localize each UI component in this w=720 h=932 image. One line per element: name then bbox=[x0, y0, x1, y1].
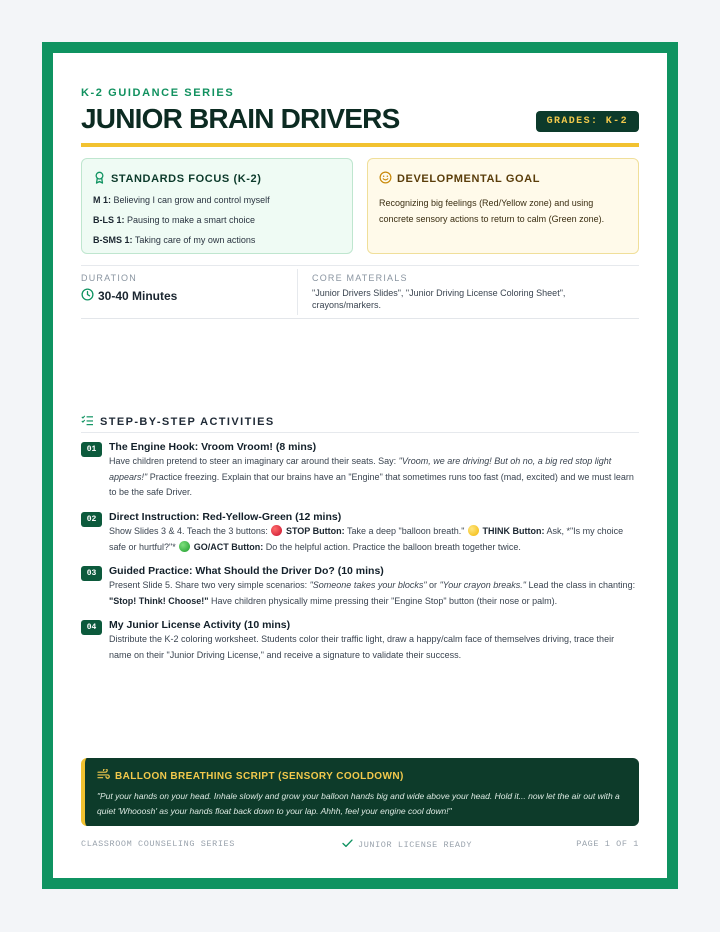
step-description: Have children pretend to steer an imaginary car around their seats. Say: "Vroom, we are driving! But oh no, a big red stop light appears!" Practice freezing. Explain that our brains have an "Engine" that sometimes runs too fast (mad, excited) and we must learn to be the safe Driver. bbox=[109, 456, 634, 497]
standards-heading: STANDARDS FOCUS (K-2) bbox=[93, 171, 341, 187]
step-title: Direct Instruction: Red-Yellow-Green (12 mins) bbox=[109, 511, 342, 523]
yellow-light-icon bbox=[468, 525, 479, 536]
check-icon bbox=[342, 839, 353, 851]
duration-value: 30-40 Minutes bbox=[81, 288, 177, 304]
step-number: 02 bbox=[81, 512, 102, 527]
step-title: My Junior License Activity (10 mins) bbox=[109, 619, 291, 631]
step-description: Present Slide 5. Share two very simple scenarios: "Someone takes your blocks" or "Your crayon breaks." Lead the class in chanting: "Stop! Think! Choose!" Have children physically mime pressing their "Engine Stop" button (their nose or palm). bbox=[109, 580, 636, 606]
wind-icon bbox=[97, 769, 110, 783]
steps-rule bbox=[81, 432, 639, 433]
checklist-icon bbox=[81, 415, 94, 429]
meta-column-divider bbox=[297, 269, 298, 315]
grades-badge: GRADES: K-2 bbox=[536, 111, 639, 132]
breathing-heading: BALLOON BREATHING SCRIPT (SENSORY COOLDOWN) bbox=[97, 769, 627, 783]
materials-label: CORE MATERIALS bbox=[312, 273, 408, 283]
title-rule bbox=[81, 143, 639, 147]
footer-status: JUNIOR LICENSE READY bbox=[342, 839, 472, 851]
clock-icon bbox=[81, 288, 94, 304]
meta-divider bbox=[81, 318, 639, 319]
page-footer bbox=[81, 839, 639, 851]
duration-label: DURATION bbox=[81, 273, 137, 283]
page-frame bbox=[42, 42, 678, 889]
step-description: Show Slides 3 & 4. Teach the 3 buttons: STOP Button: Take a deep "balloon breath." THINK Button: Ask, *"Is my choice safe or hurtful?"* GO/ACT Button: Do the helpful action. Practice the balloon breath together twice. bbox=[109, 526, 624, 552]
goal-text: Recognizing big feelings (Red/Yellow zone) and using concrete sensory actions to return to calm (Green zone). bbox=[379, 198, 605, 224]
step-title: The Engine Hook: Vroom Vroom! (8 mins) bbox=[109, 441, 317, 453]
standards-card bbox=[81, 158, 353, 254]
goal-card bbox=[367, 158, 639, 254]
standard-item: B-LS 1: Pausing to make a smart choice bbox=[93, 215, 256, 225]
footer-series: CLASSROOM COUNSELING SERIES bbox=[81, 839, 235, 849]
smiley-icon bbox=[379, 171, 392, 187]
step-number: 04 bbox=[81, 620, 102, 635]
breathing-script-box bbox=[81, 758, 639, 826]
breathing-text: "Put your hands on your head. Inhale slowly and grow your balloon hands big and wide above your head. Hold it... now let the air out with a quiet 'Whooosh' as your hands float back down to your lap. Ahhh, feel your engine cool down!" bbox=[97, 791, 620, 816]
step-title: Guided Practice: What Should the Driver Do? (10 mins) bbox=[109, 565, 384, 577]
step-number: 01 bbox=[81, 442, 102, 457]
series-label: K-2 GUIDANCE SERIES bbox=[81, 87, 235, 99]
award-icon bbox=[93, 171, 106, 187]
step-number: 03 bbox=[81, 566, 102, 581]
page-number: PAGE 1 OF 1 bbox=[576, 839, 639, 849]
green-light-icon bbox=[179, 541, 190, 552]
materials-value: "Junior Drivers Slides", "Junior Driving License Coloring Sheet", crayons/markers. bbox=[312, 288, 566, 310]
steps-heading: STEP-BY-STEP ACTIVITIES bbox=[81, 415, 639, 429]
red-light-icon bbox=[271, 525, 282, 536]
goal-heading: DEVELOPMENTAL GOAL bbox=[379, 171, 627, 187]
document-page bbox=[53, 53, 667, 878]
page-title: JUNIOR BRAIN DRIVERS bbox=[81, 103, 400, 134]
standard-item: M 1: Believing I can grow and control myself bbox=[93, 195, 270, 205]
standard-item: B-SMS 1: Taking care of my own actions bbox=[93, 235, 256, 245]
meta-divider bbox=[81, 265, 639, 266]
step-description: Distribute the K-2 coloring worksheet. Students color their traffic light, draw a happy/calm face of themselves driving, trace their name on their "Junior Driving License," and receive a signature to validate their success. bbox=[109, 634, 615, 660]
